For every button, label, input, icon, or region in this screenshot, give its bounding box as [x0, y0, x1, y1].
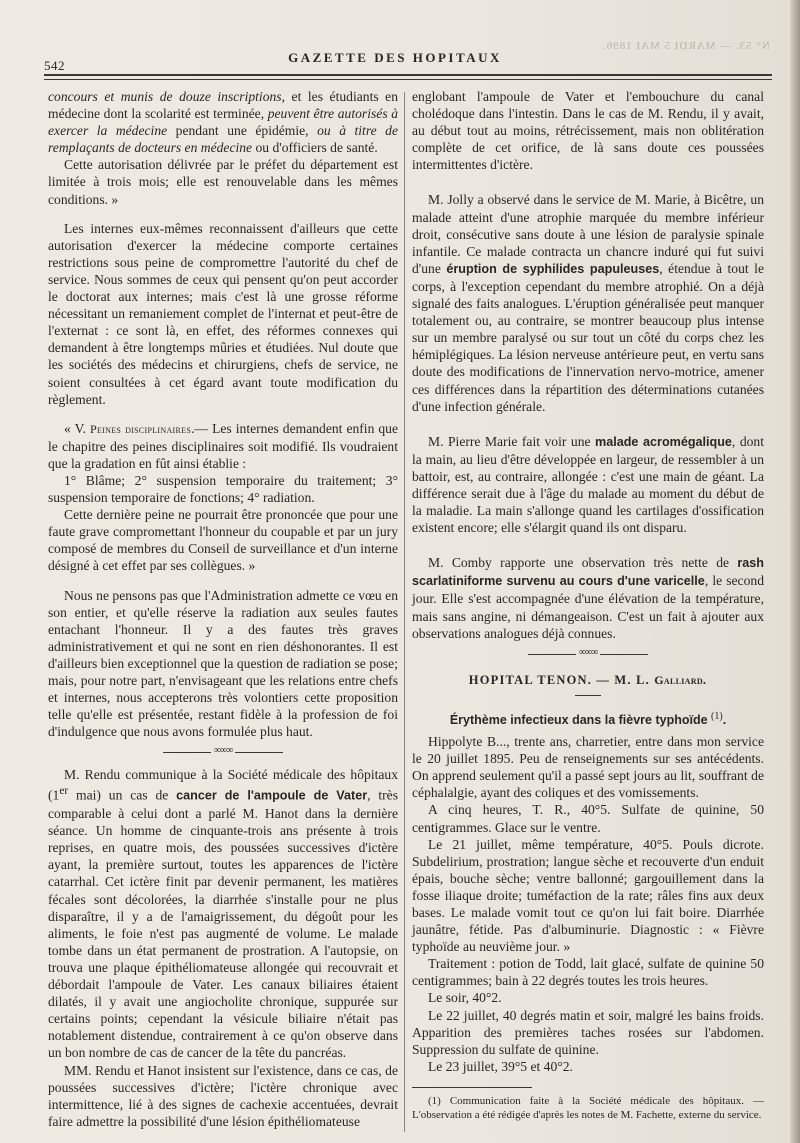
- page-binding-edge: [790, 0, 800, 1143]
- paragraph-continuation: englobant l'ampoule de Vater et l'embouchure du canal cholédoque dans l'intestin. Dans le cas de M. Rendu, il y avait, au début tout au moins, rétrécissement, mais non oblitération complète de cet orifice, de là sans doute ces poussées intermittentes d'ictère.: [412, 89, 764, 173]
- paragraph: MM. Rendu et Hanot insistent sur l'existence, dans ce cas, de poussées successives d'ictère; l'ictère chronique avec intermittence, lié à des signes de cachexie accentuées, devrait faire admettre la possibilité d'une lésion épithéliomateuse: [48, 1062, 398, 1129]
- footnote-rule: [412, 1087, 532, 1088]
- header-rule-thin: [44, 79, 772, 80]
- footnote: (1) Communication faite à la Société médicale des hôpitaux. — L'observation a été rédigée d'après les notes de M. Fachette, externe du service.: [412, 1094, 764, 1122]
- case-paragraph: Hippolyte B..., trente ans, charretier, entre dans mon service le 20 juillet 1895. Peu de renseignements sur ses antécédents. On apprend seulement qu'il a passé sept jours au lit, souffrant de céphalalgie, ayant des coliques et des vomissements.: [412, 734, 764, 801]
- article-subtitle: Érythème infectieux dans la fièvre typhoïde $^{(1)}$.: [449, 710, 727, 727]
- paragraph-peines: « V. Peines disciplinaires.— Les internes demandent enfin que le chapitre des peines disciplinaires soit modifié. Ils voudraient que la gradation en fût ainsi établie :: [48, 420, 399, 471]
- bleed-through-text: N° 53. — MARDI 5 MAI 1896.: [602, 40, 770, 52]
- header-rule-thick: [44, 74, 772, 76]
- running-title: GAZETTE DES HOPITAUX: [288, 50, 502, 65]
- section-ornament: ∞∞∞: [163, 750, 283, 756]
- section-ornament: ∞∞∞: [528, 652, 648, 658]
- right-column: [412, 88, 764, 1123]
- paragraph: Cette dernière peine ne pourrait être prononcée que pour une faute grave compromettant l'honneur du coupable et par un jury composé de membres du Conseil de surveillance et d'un interne désigné à cet effet par ses collègues. »: [48, 507, 398, 574]
- paragraph-comby: M. Comby rapporte une observation très nette de rash scarlatiniforme survenu au cours d'une varicelle, le second jour. Elle s'est accompagnée d'une élévation de la température, mais sans angine, ni démangeaison. C'est un fait à ajouter aux observations analogues déjà connues.: [412, 555, 764, 641]
- paragraph-jolly: M. Jolly a observé dans le service de M. Marie, à Bicêtre, un malade atteint d'une atrophie marquée du membre inférieur droit, consécutive sans doute à une lésion de paralysie spinale infantile. Ce malade contracta un chancre induré qui fut suivi d'une éruption de syphilides papuleuses, étendue à tout le corps, à l'exception cependant du membre atrophié. On a déjà signalé des faits analogues. L'éruption généralisée peut manquer totalement ou, au contraire, se montrer beaucoup plus intense sur un membre paralysé ou sur tout un côté du corps chez les hémiplégiques. La lésion nerveuse antérieure peut, en vertu sans doute des modifications de l'innervation nervo-motrice, amener ces différences dans la répartition des déterminations cutanées d'une infection générale.: [412, 192, 764, 414]
- case-paragraph: Le 22 juillet, 40 degrés matin et soir, malgré les bains froids. Apparition des premières taches rosées sur l'abdomen. Suppression du sulfate de quinine.: [412, 1007, 764, 1057]
- hospital-heading: HOPITAL TENON. — M. L. Galliard.: [468, 672, 708, 687]
- column-separator: [404, 92, 405, 1132]
- paragraph-continuation: concours et munis de douze inscriptions, et les étudiants en médecine dont la scolarité est terminée, peuvent être autorisés à exercer la médecine pendant une épidémie, ou à titre de remplaçants de docteurs en médecine ou d'officiers de santé.: [48, 89, 399, 156]
- left-column: [48, 88, 398, 1130]
- case-paragraph: Traitement : potion de Todd, lait glacé, sulfate de quinine 50 centigrammes; bain à 22 degrés toutes les trois heures.: [412, 956, 764, 989]
- paragraph-list: 1° Blâme; 2° suspension temporaire du traitement; 3° suspension temporaire de fonctions; 4° radiation.: [48, 472, 398, 506]
- case-paragraph: Le soir, 40°2.: [428, 990, 502, 1006]
- case-paragraph: Le 21 juillet, même température, 40°5. Pouls dicrote. Subdelirium, prostration; langue sèche et recouverte d'un enduit épais, bouche sèche; ventre ballonné; gargouillement dans la fosse iliaque droite; tuméfaction de la rate; râles fins aux deux bases. Le malade vomit tout ce qu'on lui fait boire. Diarrhée jaunâtre, fétide. Pas d'albuminurie. Diagnostic : « Fièvre typhoïde au neuvième jour. »: [412, 836, 764, 955]
- paragraph-rendu: M. Rendu communique à la Société médicale des hôpitaux (1er mai) un cas de cancer de l'ampoule de Vater, très comparable à celui dont a parlé M. Hanot dans la dernière séance. Un homme de cinquante-trois ans présente à trois reprises, en quatre mois, des poussées successives d'ictère ayant, la première surtout, toutes les apparences de l'ictère catarrhal. Cet ictère finit par devenir permanent, les matières fécales sont décolorées, la diarrhée s'installe pour ne plus disparaître, il y a de l'amaigrissement, du dégoût pour les aliments, le foie n'est pas augmenté de volume. Le malade tombe dans un état permanent de prostration. A l'autopsie, on trouva une plaque épithéliomateuse allongée qui recouvrait et débordait l'ampoule de Vater. Les canaux biliaires étaient dilatés, il y avait une angiocholite chronique, suppurée sur certains points; cependant la vésicule biliaire n'était pas notablement distendue, contrairement à ce qu'on observe dans un bon nombre de cas de cancer de la tête du pancréas.: [48, 767, 398, 1061]
- paragraph-marie: M. Pierre Marie fait voir une malade acromégalique, dont la main, au lieu d'être développée en largeur, de ressembler à un battoir, est, au contraire, allongée : c'est une main de géant. La différence serait due à l'âge du malade au moment du début de la maladie. La main s'allonge quand les cartilages d'ossification existent encore; elle s'élargit quand ils ont disparu.: [412, 433, 764, 536]
- paragraph: Les internes eux-mêmes reconnaissent d'ailleurs que cette autorisation d'exercer la médecine comporte certaines restrictions sous peine de compromettre l'autorité du chef de service. Nous sommes de ceux qui pensent qu'on peut accorder le doctorat aux internes; mais c'est là une grosse réforme nécessitant un remaniement complet de l'internat et peut-être de l'externat : ce sont là, en effet, des réformes connexes qui demandent à être longtemps mûries et étudiées. Nul doute que les sociétés des médecins et chirurgiens, chefs de service, ne soient consultées à cet égard avant toute modification du règlement.: [48, 220, 398, 407]
- paragraph: Cette autorisation délivrée par le préfet du département est limitée à trois mois; elle est renouvelable dans les mêmes conditions. »: [48, 157, 398, 207]
- page-number: 542: [44, 58, 65, 73]
- case-paragraph: A cinq heures, T. R., 40°5. Sulfate de quinine, 50 centigrammes. Glace sur le ventre.: [412, 802, 764, 835]
- heading-rule: [575, 695, 601, 696]
- case-paragraph: Le 23 juillet, 39°5 et 40°2.: [428, 1058, 573, 1074]
- paragraph: Nous ne pensons pas que l'Administration admette ce vœu en son entier, et qu'elle réserve la radiation aux seules fautes entachant l'honneur. Il y a des fautes très graves administrativement et qui ne sont en rien déshonorantes. Il est d'ailleurs bien exceptionnel que la question de radiation se pose; mais, pour notre part, n'envisageant que les relations entre chefs et internes, nous accepterons très volontiers cette proposition telle qu'elle est présentée, restant fidèle à la profession de foi d'indulgence que nous avons formulée plus haut.: [48, 587, 398, 740]
